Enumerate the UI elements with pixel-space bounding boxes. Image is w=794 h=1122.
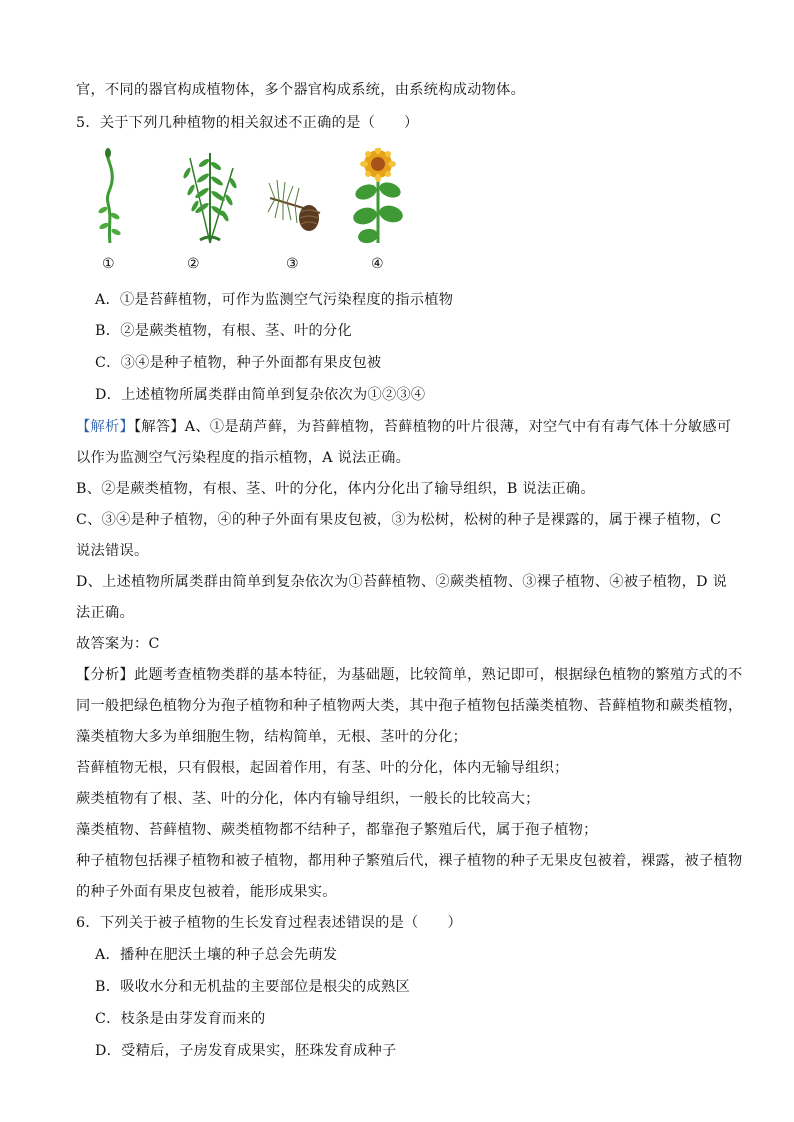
- q6-option-a: A．播种在肥沃土壤的种子总会先萌发: [95, 947, 338, 963]
- analysis-line-9: 【分析】此题考查植物类群的基本特征，为基础题，比较简单，熟记即可，根据绿色植物的繁殖方式的不: [76, 667, 743, 683]
- analysis-line-12: 苔藓植物无根，只有假根，起固着作用，有茎、叶的分化，体内无输导组织；: [76, 760, 569, 776]
- analysis-line-3: B、②是蕨类植物，有根、茎、叶的分化，体内分化出了输导组织，B 说法正确。: [76, 481, 595, 497]
- intro-line: 官，不同的器官构成植物体，多个器官构成系统，由系统构成动物体。: [76, 82, 526, 98]
- figure-label-4: ④: [371, 256, 384, 272]
- q6-option-c: C．枝条是由芽发育而来的: [95, 1011, 266, 1027]
- analysis-line-1: [76, 417, 756, 437]
- analysis-line-16: 的种子外面有果皮包被着，能形成果实。: [76, 884, 337, 900]
- figure-label-1: ①: [102, 256, 115, 272]
- analysis-tag: 【解析】: [76, 419, 134, 435]
- pine-branch-image: [265, 168, 325, 238]
- answer-line: 故答案为：C: [76, 636, 160, 652]
- analysis-line-11: 藻类植物大多为单细胞生物，结构简单，无根、茎叶的分化；: [76, 729, 468, 745]
- fern-plant-image: [175, 148, 245, 248]
- q5-stem: 5．关于下列几种植物的相关叙述不正确的是（ ）: [76, 115, 419, 131]
- analysis-line-4: C、③④是种子植物，④的种子外面有果皮包被，③为松树，松树的种子是裸露的，属于裸子植物，C: [76, 512, 722, 528]
- figure-label-3: ③: [286, 256, 299, 272]
- analysis-line-13: 蕨类植物有了根、茎、叶的分化，体内有输导组织，一般长的比较高大；: [76, 791, 540, 807]
- q5-option-c: C．③④是种子植物，种子外面都有果皮包被: [95, 355, 382, 371]
- analysis-line-14: 藻类植物、苔藓植物、蕨类植物都不结种子，都靠孢子繁殖后代，属于孢子植物；: [76, 822, 598, 838]
- figure-label-2: ②: [187, 256, 200, 272]
- q5-option-b: B．②是蕨类植物，有根、茎、叶的分化: [95, 323, 353, 339]
- q6-option-b: B．吸收水分和无机盐的主要部位是根尖的成熟区: [95, 979, 410, 995]
- analysis-line-7: 法正确。: [76, 605, 134, 621]
- q5-figures: [80, 148, 420, 278]
- analysis-line-2: 以作为监测空气污染程度的指示植物，A 说法正确。: [76, 450, 411, 466]
- analysis-text-1: 【解答】A、①是葫芦藓，为苔藓植物，苔藓植物的叶片很薄，对空气中有有毒气体十分敏感可: [133, 419, 732, 435]
- moss-plant-image: [90, 148, 130, 248]
- analysis-line-5: 说法错误。: [76, 543, 149, 559]
- q5-option-a: A．①是苔藓植物，可作为监测空气污染程度的指示植物: [95, 292, 454, 308]
- q6-stem: 6．下列关于被子植物的生长发育过程表述错误的是（ ）: [76, 915, 463, 931]
- analysis-line-6: D、上述植物所属类群由简单到复杂依次为①苔藓植物、②蕨类植物、③裸子植物、④被子植物，D 说: [76, 574, 728, 590]
- q5-option-d: D．上述植物所属类群由简单到复杂依次为①②③④: [95, 387, 426, 403]
- sunflower-image: [348, 148, 408, 248]
- analysis-line-10: 同一般把绿色植物分为孢子植物和种子植物两大类，其中孢子植物包括藻类植物、苔藓植物和蕨类植物，: [76, 698, 743, 714]
- analysis-line-15: 种子植物包括裸子植物和被子植物，都用种子繁殖后代，裸子植物的种子无果皮包被着，裸露，被子植物: [76, 853, 743, 869]
- q6-option-d: D．受精后，子房发育成果实，胚珠发育成种子: [95, 1043, 397, 1059]
